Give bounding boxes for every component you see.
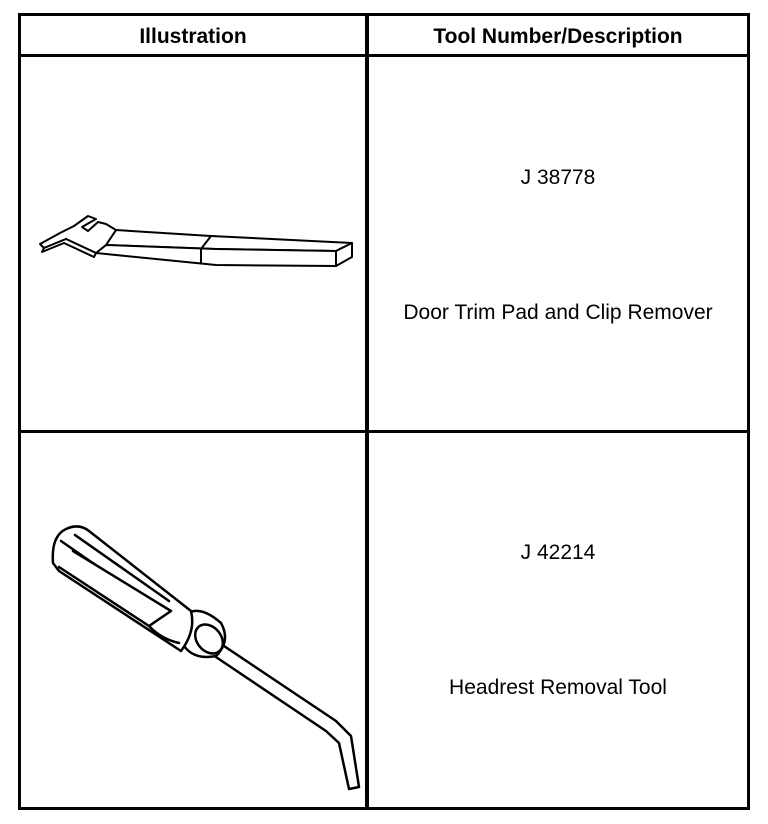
tool-number-cell: J 42214 [520, 541, 596, 564]
tool-description-cell: Headrest Removal Tool [449, 676, 667, 699]
header-tool-number-description: Tool Number/Description [433, 24, 683, 48]
trim-pad-clip-remover-icon [36, 191, 356, 301]
tool-description-cell: Door Trim Pad and Clip Remover [403, 301, 713, 324]
tool-table [18, 13, 750, 810]
header-illustration: Illustration [139, 24, 247, 48]
headrest-removal-tool-icon [31, 511, 361, 791]
row-divider [21, 430, 747, 433]
tool-number-cell: J 38778 [520, 166, 596, 189]
